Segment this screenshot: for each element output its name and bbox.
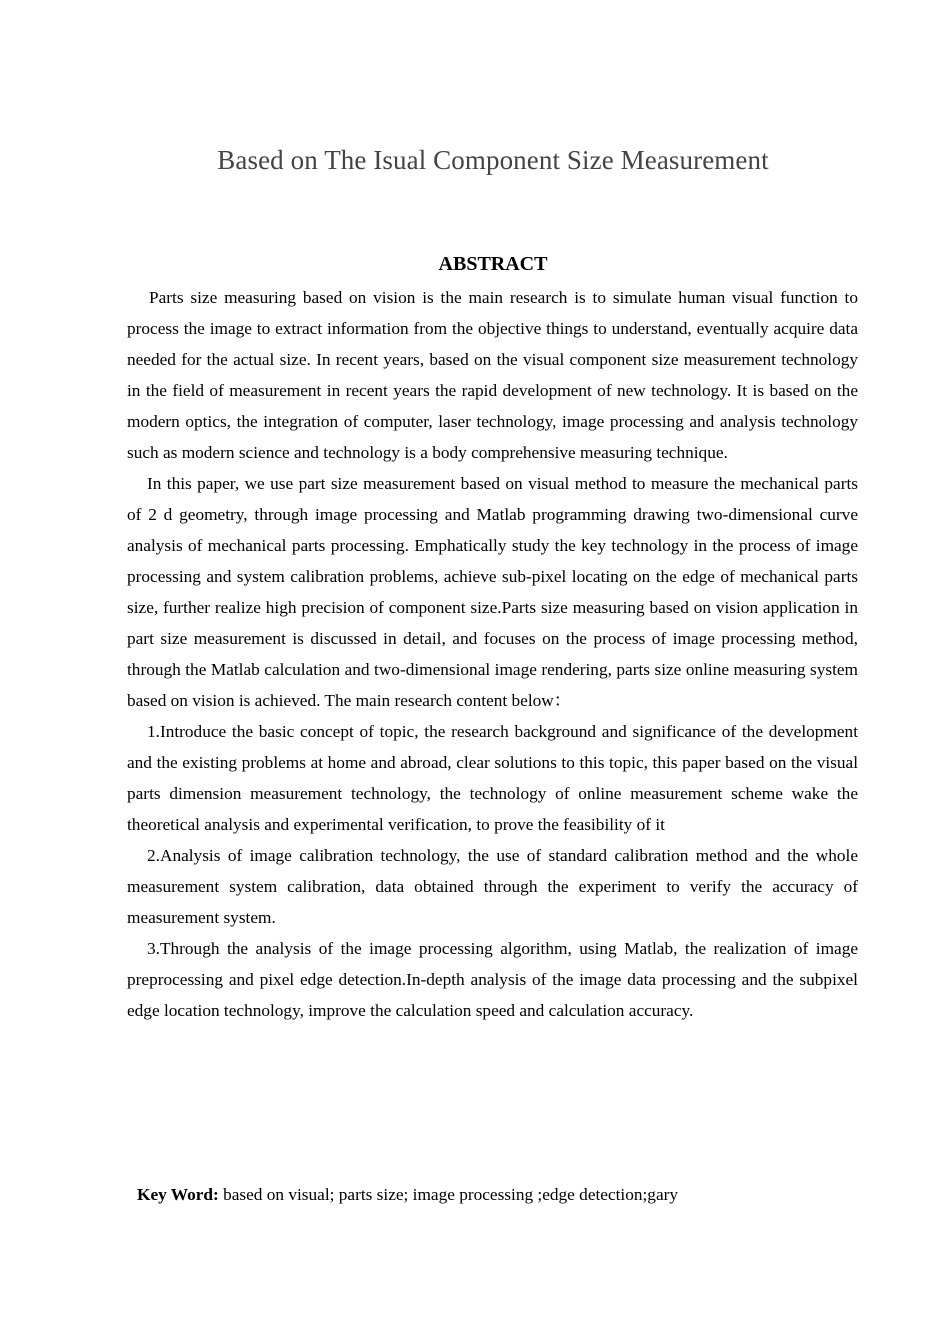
- abstract-body: [127, 282, 858, 1026]
- research-item-1: 1.Introduce the basic concept of topic, the research background and significance of the development and the existing problems at home and abroad, clear solutions to this topic, this paper based on the visual parts dimension measurement technology, the technology of online measurement scheme wake the theoretical analysis and experimental verification, to prove the feasibility of it: [127, 722, 858, 834]
- abstract-paragraph-2: In this paper, we use part size measurement based on visual method to measure the mechanical parts of 2 d geometry, through image processing and Matlab programming drawing two-dimensional curve analysis of mechanical parts processing. Emphatically study the key technology in the process of image processing and system calibration problems, achieve sub-pixel locating on the edge of mechanical parts size, further realize high precision of component size.Parts size measuring based on vision application in part size measurement is discussed in detail, and focuses on the process of image processing method, through the Matlab calculation and two-dimensional image rendering, parts size online measuring system based on vision is achieved. The main research content below：: [127, 474, 858, 710]
- research-item-3: 3.Through the analysis of the image processing algorithm, using Matlab, the realization of image preprocessing and pixel edge detection.In-depth analysis of the image data processing and the subpixel edge location technology, improve the calculation speed and calculation accuracy.: [127, 939, 858, 1020]
- keywords-label: Key Word:: [137, 1185, 219, 1204]
- keywords-value: based on visual; parts size; image processing ;edge detection;gary: [218, 1185, 679, 1204]
- abstract-heading: ABSTRACT: [438, 253, 548, 275]
- keywords-line: [137, 1179, 857, 1210]
- paper-title: Based on The Isual Component Size Measurement: [217, 145, 769, 175]
- research-item-2: 2.Analysis of image calibration technology, the use of standard calibration method and the whole measurement system calibration, data obtained through the experiment to verify the accuracy of measurement system.: [127, 846, 858, 927]
- abstract-paragraph-1: Parts size measuring based on vision is the main research is to simulate human visual function to process the image to extract information from the objective things to understand, eventually acquire data needed for the actual size. In recent years, based on the visual component size measurement technology in the field of measurement in recent years the rapid development of new technology. It is based on the modern optics, the integration of computer, laser technology, image processing and analysis technology such as modern science and technology is a body comprehensive measuring technique.: [127, 288, 858, 462]
